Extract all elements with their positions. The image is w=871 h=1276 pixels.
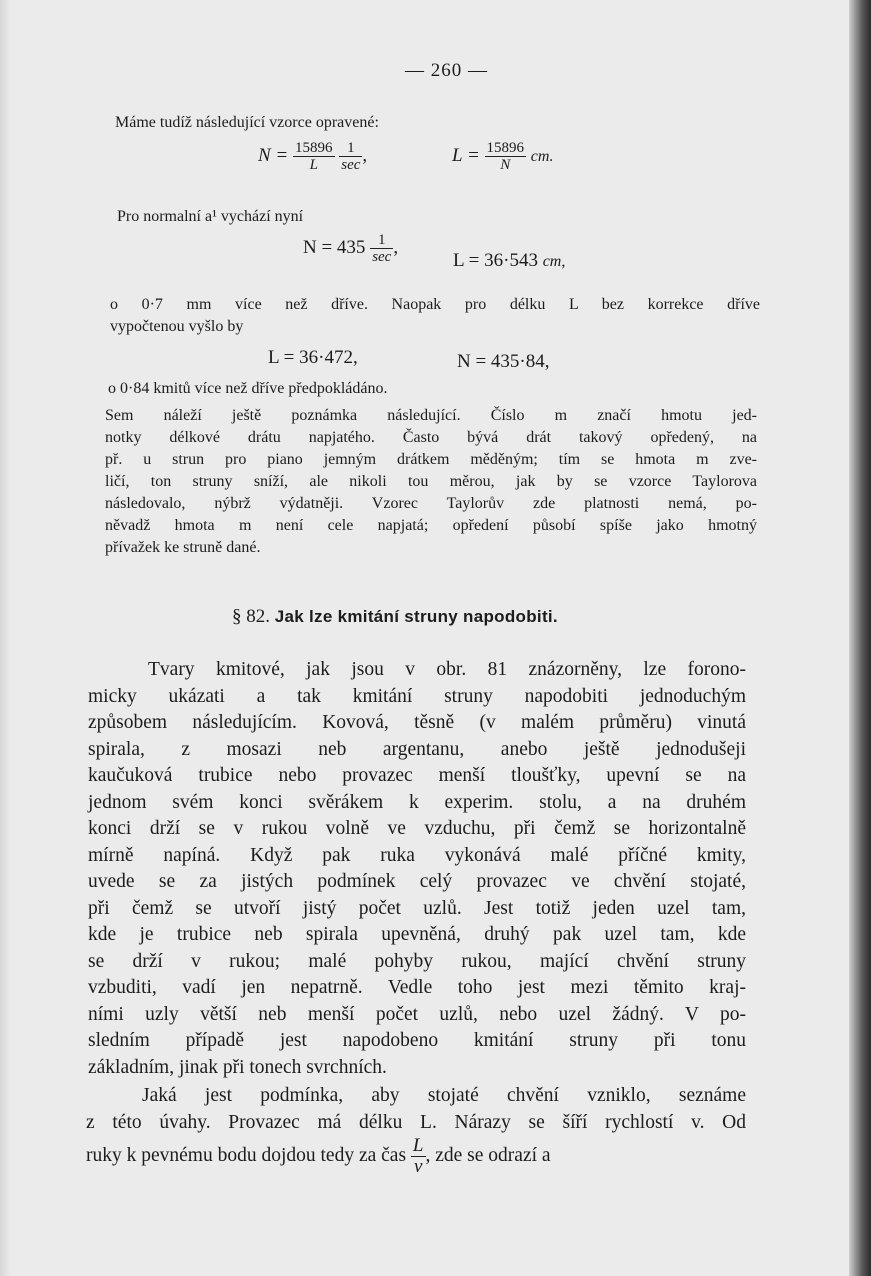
text-line: při čemž se utvoří jistý počet uzlů. Jest totiž jeden uzel tam, [88, 897, 746, 919]
eq2-unit: cm, [542, 253, 566, 270]
paragraph-main [88, 657, 746, 1081]
text-line: základním, jinak při tonech svrchních. [88, 1056, 387, 1078]
text-line: micky ukázati a tak kmitání struny napodobiti jednoduchým [88, 685, 746, 707]
eq1-tail: , [362, 144, 368, 166]
text-line-after: , zde se odrazí a [425, 1144, 551, 1166]
text-line: kaučuková trubice nebo provazec menší tloušťky, upevní se na [88, 765, 746, 786]
eq2-tail: , [393, 236, 399, 258]
text-line: ličí, ton struny sníží, ale nikoli tou měrou, jak by se vzorce Taylorova [105, 473, 757, 490]
text-line: Tvary kmitové, jak jsou v obr. 81 znázorněny, lze forono- [148, 659, 746, 680]
paragraph-condition [86, 1083, 746, 1136]
eq2-fraction [370, 232, 393, 265]
equation-normal-frequency [303, 232, 398, 265]
text-line: uvede se za jistých podmínek celý provazec ve chvění stojaté, [88, 871, 746, 892]
equation-length [452, 140, 553, 173]
text-line: přívažek ke struně dané. [105, 539, 261, 556]
eq2-den: sec [372, 249, 392, 265]
eq2-l-rhs: L = 36·543 [453, 250, 538, 271]
text-line: sledním případě jest napodobeno kmitání struny při tonu [88, 1030, 746, 1051]
eq1-l-lhs: L = [452, 144, 480, 166]
eq1-fraction-b [339, 140, 362, 173]
text-line: něvadž hmota m není cele napjatá; opředení působí spíše jako hmotný [105, 517, 757, 534]
eq1-den-b: sec [341, 157, 361, 173]
equation-normal-length [453, 250, 565, 272]
page-edge-right [849, 0, 871, 1276]
text-line: o 0·7 mm více než dříve. Naopak pro délku L bez korrekce dříve [110, 296, 760, 313]
paragraph-note [105, 405, 757, 559]
paragraph-condition-final-line [86, 1136, 746, 1177]
time-fraction-den: v [413, 1156, 423, 1177]
page-edge-left [0, 0, 10, 1276]
eq1-unit: cm. [530, 147, 554, 165]
eq1-fraction-c [485, 140, 527, 173]
text-line: ními uzly větší neb menší počet uzlů, nebo uzel žádný. V po- [88, 1003, 746, 1025]
intro-text: Máme tudíž následující vzorce opravené: [115, 114, 379, 131]
text-line: způsobem následujícím. Kovová, těsně (v malém průměru) vinutá [88, 712, 746, 733]
normal-text: Pro normalní a¹ vychází nyní [117, 208, 304, 225]
section-heading [232, 606, 558, 628]
paragraph-more-vibrations: o 0·84 kmitů více než dříve předpokládáno. [108, 380, 388, 397]
text-line: spirala, z mosazi neb argentanu, anebo ještě jednodušeji [88, 738, 746, 760]
paragraph-difference [110, 294, 760, 338]
section-title: Jak lze kmitání struny napodobiti. [274, 607, 558, 626]
text-line: Sem náleží ještě poznámka následující. Číslo m značí hmotu jed- [105, 407, 757, 424]
text-line: konci drží se v rukou volně ve vzduchu, při čemž se horizontalně [88, 818, 746, 839]
text-line-before: ruky k pevnému bodu dojdou tedy za čas [86, 1144, 407, 1166]
time-fraction-num: L [412, 1135, 424, 1156]
text-line: vypočtenou vyšlo by [110, 318, 244, 335]
text-line: jednom svém konci svěrákem k experim. stolu, a na druhém [88, 791, 746, 813]
text-line: se drží v rukou; malé pohyby rukou, mající chvění struny [88, 950, 746, 972]
equation-frequency [258, 140, 367, 173]
eq1-n-lhs: N = [258, 144, 289, 166]
eq2-num: 1 [370, 232, 393, 249]
equation-corrected-length: L = 36·472, [268, 347, 358, 368]
time-fraction [411, 1136, 426, 1177]
text-line: notky délkové drátu napjatého. Často bývá drát takový opředený, na [105, 429, 757, 446]
section-number: § 82. [232, 606, 270, 627]
eq1-num-a: 15896 [295, 140, 333, 156]
eq1-num-b: 1 [339, 140, 362, 157]
text-line: Jaká jest podmínka, aby stojaté chvění vzniklo, seznáme [142, 1085, 746, 1106]
eq2-n-lhs: N = 435 [303, 236, 366, 258]
text-line: následovalo, nýbrž výdatněji. Vzorec Taylorův zde platnosti nemá, po- [105, 495, 757, 512]
eq1-num-c: 15896 [486, 140, 525, 156]
text-line: kde je trubice neb spirala upevněná, druhý pak uzel tam, kde [88, 924, 746, 945]
text-line: z této úvahy. Provazec má délku L. Nárazy se šíří rychlostí v. Od [86, 1111, 746, 1133]
eq1-den-a: L [309, 157, 318, 173]
text-line: vzbuditi, vadí jen nepatrně. Vedle toho jest mezi těmito kraj- [88, 977, 746, 998]
page-number: — 260 — [405, 60, 488, 81]
text-line: př. u strun pro piano jemným drátkem měděným; tím se hmota m zve- [105, 451, 757, 468]
text-line: mírně napíná. Když pak ruka vykonává malé příčné kmity, [88, 844, 746, 866]
eq1-den-c: N [500, 157, 511, 173]
eq1-fraction-a [293, 140, 335, 173]
equation-corrected-frequency: N = 435·84, [457, 351, 550, 372]
